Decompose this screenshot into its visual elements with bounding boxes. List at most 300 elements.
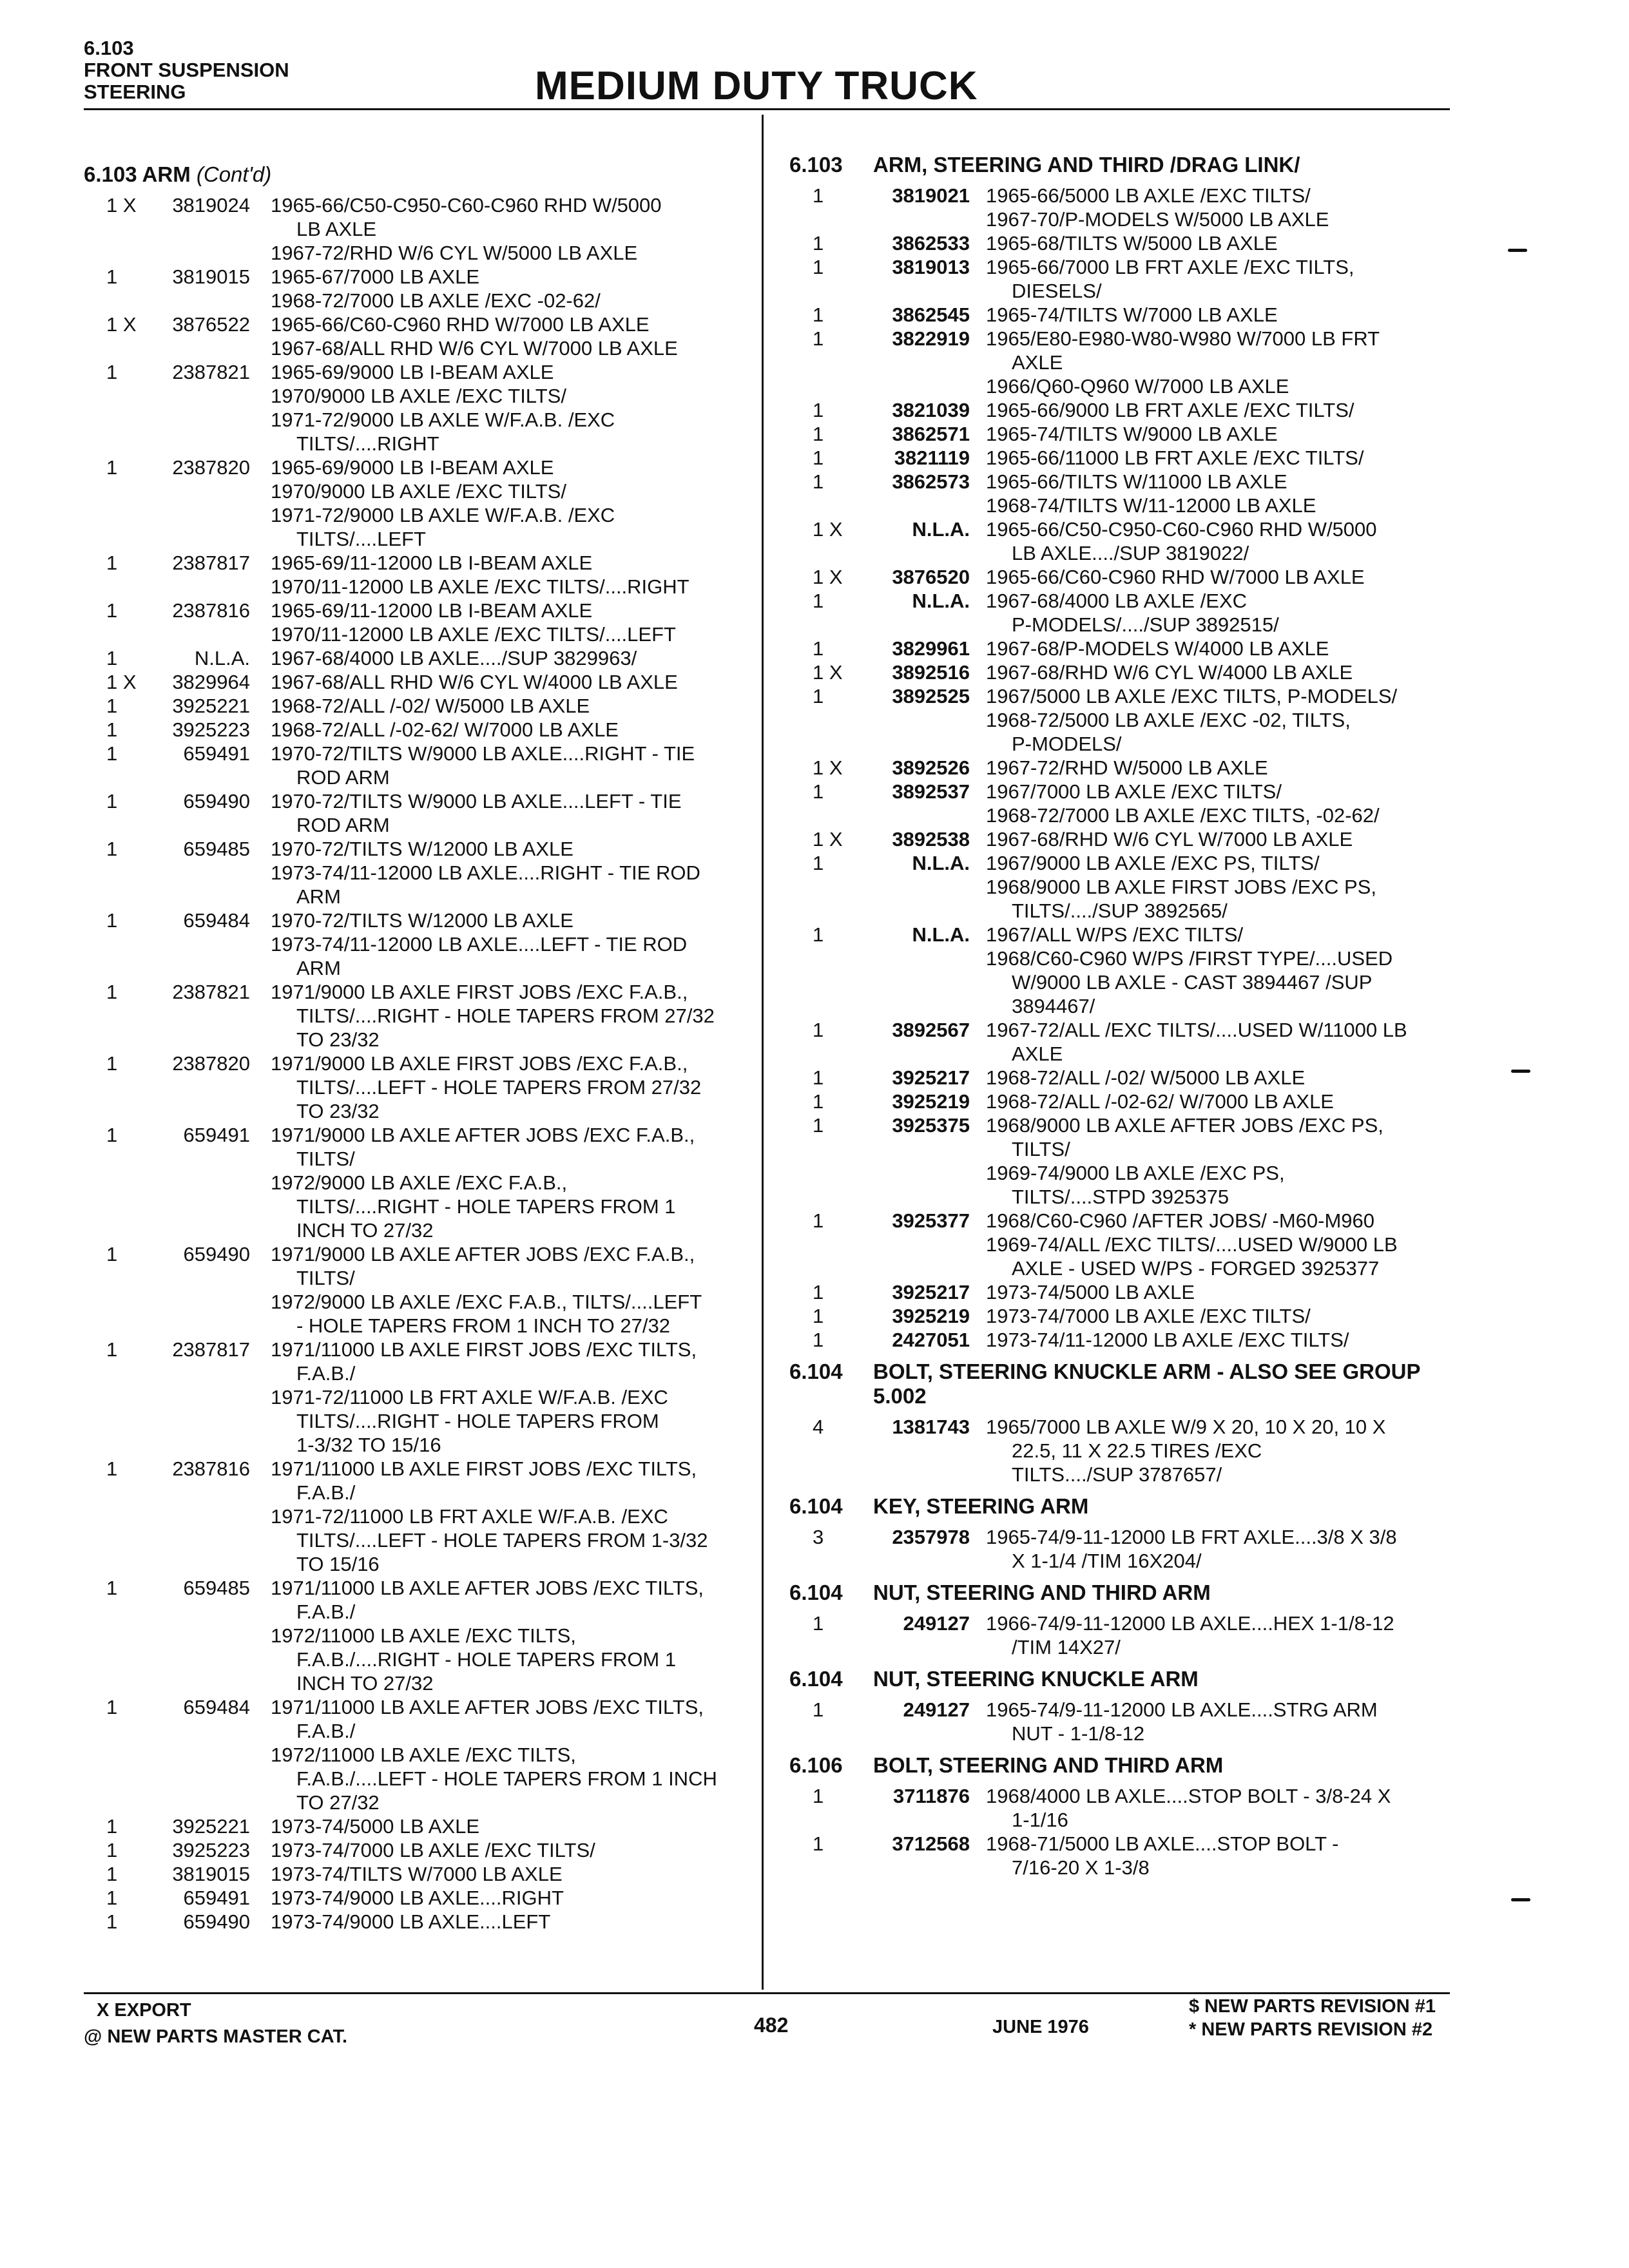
description-line: 1969-74/ALL /EXC TILTS/....USED W/9000 LB (986, 1233, 1398, 1256)
table-row (789, 1328, 1485, 1352)
description-line: 1965-69/9000 LB I-BEAM AXLE (271, 456, 554, 479)
table-row (789, 517, 1485, 565)
description-line: TILTS/ (296, 1267, 355, 1289)
quantity: 1 (813, 1832, 824, 1855)
description-line: NUT - 1-1/8-12 (1012, 1722, 1145, 1745)
part-number: 3892567 (892, 1019, 970, 1041)
part-number: N.L.A. (912, 590, 970, 612)
description-line: F.A.B./ (296, 1362, 356, 1385)
application-description (986, 780, 1485, 827)
application-description (986, 184, 1485, 231)
quantity: 1 (813, 1019, 824, 1041)
description-line: INCH TO 27/32 (296, 1672, 434, 1695)
description-line: DIESELS/ (1012, 280, 1102, 302)
description-line: P-MODELS/ (1012, 733, 1122, 755)
description-line: TILTS/ (1012, 1138, 1070, 1160)
section-heading-title: ARM, STEERING AND THIRD /DRAG LINK/ (873, 153, 1300, 177)
description-line: TILTS/....RIGHT - HOLE TAPERS FROM (296, 1410, 659, 1432)
quantity: 1 X (813, 661, 843, 684)
description-line: 1968-72/5000 LB AXLE /EXC -02, TILTS, (986, 709, 1351, 731)
application-description (986, 1209, 1485, 1280)
part-number: 2387816 (172, 599, 250, 622)
section-heading-title: NUT, STEERING KNUCKLE ARM (873, 1667, 1199, 1691)
description-line: 1970/11-12000 LB AXLE /EXC TILTS/....RIGHT (271, 575, 689, 598)
part-number: 3925223 (172, 718, 250, 741)
application-description (271, 265, 754, 312)
table-row (789, 1018, 1485, 1066)
part-number: 3862533 (892, 232, 970, 255)
quantity: 1 (106, 1457, 118, 1480)
description-line: 1965-74/9-11-12000 LB AXLE....STRG ARM (986, 1698, 1378, 1721)
part-number: 659484 (183, 909, 250, 932)
table-row (789, 422, 1485, 446)
description-line: 1967-68/ALL RHD W/6 CYL W/4000 LB AXLE (271, 671, 678, 693)
description-line: TILTS/....STPD 3925375 (1012, 1186, 1229, 1208)
section-number: 6.103 (84, 37, 134, 59)
quantity: 1 (813, 470, 824, 493)
description-line: 1971-72/11000 LB FRT AXLE W/F.A.B. /EXC (271, 1505, 668, 1528)
table-row (789, 1209, 1485, 1280)
application-description (271, 599, 754, 646)
part-number: 3892526 (892, 756, 970, 779)
table-row (84, 1123, 754, 1242)
quantity: 1 (813, 852, 824, 874)
application-description (271, 1862, 754, 1886)
quantity: 1 (106, 1815, 118, 1838)
part-number: 3925217 (892, 1281, 970, 1303)
quantity: 1 (813, 447, 824, 469)
table-row (84, 837, 754, 908)
quantity: 1 (106, 456, 118, 479)
quantity: 1 (106, 790, 118, 812)
description-line: 1968-72/ALL /-02-62/ W/7000 LB AXLE (271, 718, 619, 741)
table-row (789, 1113, 1485, 1209)
section-heading (789, 1494, 1485, 1519)
description-line: 1972/11000 LB AXLE /EXC TILTS, (271, 1744, 576, 1766)
part-number: 3711876 (893, 1785, 970, 1807)
part-number: 2387821 (172, 981, 250, 1003)
application-description (271, 1123, 754, 1242)
description-line: 1971/11000 LB AXLE FIRST JOBS /EXC TILTS, (271, 1338, 697, 1361)
part-number: 3876520 (892, 566, 970, 588)
description-line: TO 15/16 (296, 1553, 380, 1575)
table-row (84, 789, 754, 837)
quantity: 1 (106, 981, 118, 1003)
application-description (271, 1457, 754, 1576)
quantity: 1 (813, 1305, 824, 1327)
description-line: 1965-66/5000 LB AXLE /EXC TILTS/ (986, 184, 1311, 207)
description-line: 1967-72/RHD W/6 CYL W/5000 LB AXLE (271, 242, 638, 264)
description-line: TILTS..../SUP 3787657/ (1012, 1463, 1222, 1486)
description-line: 1968-72/ALL /-02/ W/5000 LB AXLE (986, 1066, 1306, 1089)
description-line: 1967-68/4000 LB AXLE..../SUP 3829963/ (271, 647, 637, 669)
table-row (789, 565, 1485, 589)
table-row (84, 1886, 754, 1910)
description-line: 1967-68/P-MODELS W/4000 LB AXLE (986, 637, 1329, 660)
description-line: 1965-67/7000 LB AXLE (271, 265, 480, 288)
description-line: 3894467/ (1012, 995, 1095, 1017)
section-heading-title: BOLT, STEERING KNUCKLE ARM - ALSO SEE GROUP 5.002 (873, 1360, 1420, 1408)
description-line: 1965-68/TILTS W/5000 LB AXLE (986, 232, 1278, 255)
quantity: 1 (813, 399, 824, 421)
section-heading-title: KEY, STEERING ARM (873, 1494, 1089, 1518)
quantity: 1 (106, 1910, 118, 1933)
application-description (271, 1052, 754, 1123)
part-number: 2427051 (892, 1329, 970, 1351)
part-number: 249127 (903, 1612, 970, 1635)
description-line: 1965-66/7000 LB FRT AXLE /EXC TILTS, (986, 256, 1354, 278)
part-number: 3829961 (892, 637, 970, 660)
section-heading-number: 6.103 (84, 162, 137, 186)
application-description (986, 1304, 1485, 1328)
description-line: 1971-72/11000 LB FRT AXLE W/F.A.B. /EXC (271, 1386, 668, 1408)
part-number: 2387817 (172, 1338, 250, 1361)
description-line: 1971/11000 LB AXLE FIRST JOBS /EXC TILTS, (271, 1457, 697, 1480)
description-line: 1965-66/C50-C950-C60-C960 RHD W/5000 (986, 518, 1377, 541)
table-row (789, 637, 1485, 660)
part-number: 659490 (183, 790, 250, 812)
description-line: 1973-74/5000 LB AXLE (271, 1815, 480, 1838)
part-number: 3925219 (892, 1090, 970, 1113)
table-row (84, 742, 754, 789)
quantity: 1 (813, 1698, 824, 1721)
application-description (986, 1698, 1485, 1745)
application-description (986, 303, 1485, 327)
quantity: 1 (106, 695, 118, 717)
part-number: 3819015 (172, 265, 250, 288)
part-number: 3925223 (172, 1839, 250, 1861)
description-line: 1973-74/9000 LB AXLE....LEFT (271, 1910, 551, 1933)
description-line: 1970-72/TILTS W/9000 LB AXLE....RIGHT - TIE (271, 742, 695, 765)
quantity: 1 (106, 1839, 118, 1861)
application-description (986, 637, 1485, 660)
description-line: TILTS/....RIGHT - HOLE TAPERS FROM 27/32 (296, 1004, 715, 1027)
table-row (84, 646, 754, 670)
quantity: 1 X (106, 671, 137, 693)
description-line: 1969-74/9000 LB AXLE /EXC PS, (986, 1162, 1285, 1184)
table-row (84, 980, 754, 1052)
description-line: 1965-69/9000 LB I-BEAM AXLE (271, 361, 554, 383)
description-line: X 1-1/4 /TIM 16X204/ (1012, 1550, 1202, 1572)
table-row (84, 1338, 754, 1457)
part-number: 3925221 (172, 1815, 250, 1838)
table-row (84, 312, 754, 360)
application-description (271, 312, 754, 360)
table-row (789, 255, 1485, 303)
description-line: 1968/9000 LB AXLE AFTER JOBS /EXC PS, (986, 1114, 1383, 1137)
quantity: 1 (106, 1124, 118, 1146)
quantity: 1 (813, 232, 824, 255)
quantity: 1 X (813, 756, 843, 779)
description-line: 1965-74/TILTS W/7000 LB AXLE (986, 303, 1278, 326)
description-line: 1967-70/P-MODELS W/5000 LB AXLE (986, 208, 1329, 231)
description-line: 1965-66/TILTS W/11000 LB AXLE (986, 470, 1287, 493)
description-line: 1968-74/TILTS W/11-12000 LB AXLE (986, 494, 1316, 517)
application-description (271, 1576, 754, 1695)
table-row (84, 1910, 754, 1934)
description-line: 1965-66/9000 LB FRT AXLE /EXC TILTS/ (986, 399, 1354, 421)
description-line: 1971-72/9000 LB AXLE W/F.A.B. /EXC (271, 408, 615, 431)
description-line: 1968-72/7000 LB AXLE /EXC TILTS, -02-62/ (986, 804, 1380, 827)
table-row (84, 1862, 754, 1886)
part-number: 3819021 (892, 184, 970, 207)
table-row (789, 1280, 1485, 1304)
description-line: ROD ARM (296, 766, 390, 789)
application-description (271, 646, 754, 670)
description-line: 1965-66/11000 LB FRT AXLE /EXC TILTS/ (986, 447, 1364, 469)
table-row (84, 694, 754, 718)
revision-legend-1: $ NEW PARTS REVISION #1 (1189, 1996, 1436, 2017)
application-description (271, 980, 754, 1052)
quantity: 1 X (813, 566, 843, 588)
description-line: TILTS/....RIGHT (296, 432, 439, 455)
application-description (986, 1090, 1485, 1113)
part-number: 2387817 (172, 552, 250, 574)
part-number: 2387820 (172, 456, 250, 479)
application-description (986, 1328, 1485, 1352)
description-line: 1967-72/RHD W/5000 LB AXLE (986, 756, 1268, 779)
part-number: 3925219 (892, 1305, 970, 1327)
part-number: N.L.A. (912, 518, 970, 541)
quantity: 1 X (813, 828, 843, 850)
part-number: 2387820 (172, 1052, 250, 1075)
table-row (84, 265, 754, 312)
table-row (789, 827, 1485, 851)
application-description (986, 1066, 1485, 1090)
part-number: 659491 (183, 1887, 250, 1909)
revision-mark (1511, 1898, 1530, 1901)
table-row (789, 1090, 1485, 1113)
description-line: /TIM 14X27/ (1012, 1636, 1121, 1658)
description-line: ARM (296, 957, 341, 979)
application-description (271, 718, 754, 742)
quantity: 1 (813, 1612, 824, 1635)
application-description (271, 1695, 754, 1814)
part-number: 659484 (183, 1696, 250, 1718)
description-line: 7/16-20 X 1-3/8 (1012, 1856, 1150, 1879)
description-line: 1967-68/RHD W/6 CYL W/7000 LB AXLE (986, 828, 1353, 850)
description-line: 1965/7000 LB AXLE W/9 X 20, 10 X 20, 10 X (986, 1416, 1386, 1438)
description-line: 1970-72/TILTS W/12000 LB AXLE (271, 909, 574, 932)
description-line: 1973-74/5000 LB AXLE (986, 1281, 1195, 1303)
application-description (986, 827, 1485, 851)
subgroup-name: STEERING (84, 81, 186, 103)
description-line: 1968-72/ALL /-02/ W/5000 LB AXLE (271, 695, 590, 717)
table-row (789, 1611, 1485, 1659)
application-description (986, 684, 1485, 756)
revision-mark (1508, 249, 1527, 252)
description-line: 1970/9000 LB AXLE /EXC TILTS/ (271, 480, 566, 503)
quantity: 1 (106, 718, 118, 741)
application-description (986, 756, 1485, 780)
application-description (271, 1886, 754, 1910)
section-header (84, 37, 289, 103)
description-line: 1971/11000 LB AXLE AFTER JOBS /EXC TILTS, (271, 1696, 704, 1718)
table-row (789, 470, 1485, 517)
description-line: INCH TO 27/32 (296, 1219, 434, 1242)
part-number: 3819015 (172, 1863, 250, 1885)
table-row (84, 1052, 754, 1123)
description-line: 1973-74/7000 LB AXLE /EXC TILTS/ (986, 1305, 1311, 1327)
header-divider (84, 108, 1450, 110)
part-number: 3876522 (172, 313, 250, 336)
application-description (986, 1611, 1485, 1659)
description-line: 1967-68/ALL RHD W/6 CYL W/7000 LB AXLE (271, 337, 678, 360)
description-line: 1973-74/11-12000 LB AXLE....LEFT - TIE ROD (271, 933, 688, 956)
table-row (84, 551, 754, 599)
quantity: 1 (813, 685, 824, 707)
section-heading-title: NUT, STEERING AND THIRD ARM (873, 1581, 1211, 1604)
description-line: 1965-69/11-12000 LB I-BEAM AXLE (271, 599, 593, 622)
part-number: 3712568 (892, 1832, 970, 1855)
revision-legend-2: * NEW PARTS REVISION #2 (1189, 2019, 1433, 2040)
section-heading-number: 6.104 (789, 1667, 843, 1691)
quantity: 4 (813, 1416, 824, 1438)
description-line: LB AXLE..../SUP 3819022/ (1012, 542, 1249, 564)
description-line: F.A.B./....LEFT - HOLE TAPERS FROM 1 INCH (296, 1767, 717, 1790)
application-description (986, 1018, 1485, 1066)
quantity: 1 (106, 838, 118, 860)
part-number: 3925375 (892, 1114, 970, 1137)
part-number: 659491 (183, 742, 250, 765)
description-line: 1968/C60-C960 /AFTER JOBS/ -M60-M960 (986, 1209, 1375, 1232)
description-line: 1966/Q60-Q960 W/7000 LB AXLE (986, 375, 1289, 398)
quantity: 1 (813, 327, 824, 350)
part-number: 3892516 (892, 661, 970, 684)
description-line: 1971/9000 LB AXLE FIRST JOBS /EXC F.A.B., (271, 1052, 688, 1075)
part-number: 3862573 (892, 470, 970, 493)
description-line: 1965-69/11-12000 LB I-BEAM AXLE (271, 552, 593, 574)
table-row (84, 456, 754, 551)
part-number: N.L.A. (912, 852, 970, 874)
part-number: 3892537 (892, 780, 970, 803)
application-description (986, 1280, 1485, 1304)
application-description (986, 446, 1485, 470)
table-row (789, 231, 1485, 255)
section-heading-number: 6.104 (789, 1494, 843, 1518)
description-line: ARM (296, 885, 341, 908)
description-line: 1965-66/C60-C960 RHD W/7000 LB AXLE (986, 566, 1365, 588)
description-line: F.A.B./....RIGHT - HOLE TAPERS FROM 1 (296, 1648, 677, 1671)
description-line: 1968-72/7000 LB AXLE /EXC -02-62/ (271, 289, 601, 312)
table-row (789, 1832, 1485, 1879)
quantity: 1 (813, 1281, 824, 1303)
application-description (271, 193, 754, 265)
description-line: TO 23/32 (296, 1100, 380, 1122)
part-number: 3829964 (172, 671, 250, 693)
part-number: 3821119 (894, 447, 970, 469)
part-number: 1381743 (892, 1416, 970, 1438)
quantity: 1 (813, 637, 824, 660)
quantity: 1 (106, 1887, 118, 1909)
table-row (789, 684, 1485, 756)
table-row (789, 780, 1485, 827)
description-line: 1971/9000 LB AXLE AFTER JOBS /EXC F.A.B., (271, 1243, 695, 1265)
section-heading (789, 1753, 1485, 1778)
description-line: 1970/9000 LB AXLE /EXC TILTS/ (271, 385, 566, 407)
description-line: TILTS/ (296, 1148, 355, 1170)
table-row (84, 908, 754, 980)
description-line: 1973-74/7000 LB AXLE /EXC TILTS/ (271, 1839, 595, 1861)
part-number: 659485 (183, 838, 250, 860)
application-description (271, 1910, 754, 1934)
description-line: 1965-74/9-11-12000 LB FRT AXLE....3/8 X 3/8 (986, 1526, 1397, 1548)
application-description (986, 1832, 1485, 1879)
part-number: 3892538 (892, 828, 970, 850)
part-number: 659490 (183, 1910, 250, 1933)
quantity: 1 (106, 1696, 118, 1718)
application-description (986, 470, 1485, 517)
part-number: 249127 (903, 1698, 970, 1721)
description-line: 1971-72/9000 LB AXLE W/F.A.B. /EXC (271, 504, 615, 526)
quantity: 1 (106, 742, 118, 765)
table-row (789, 398, 1485, 422)
description-line: AXLE (1012, 1043, 1063, 1065)
left-column (84, 162, 754, 1934)
table-row (84, 670, 754, 694)
description-line: 1972/11000 LB AXLE /EXC TILTS, (271, 1624, 576, 1647)
table-row (789, 756, 1485, 780)
description-line: TO 23/32 (296, 1028, 380, 1051)
description-line: 1-1/16 (1012, 1809, 1068, 1831)
section-heading-title: ARM (142, 162, 191, 186)
description-line: 1967/ALL W/PS /EXC TILTS/ (986, 923, 1244, 946)
description-line: 1967-72/ALL /EXC TILTS/....USED W/11000 LB (986, 1019, 1407, 1041)
table-row (84, 360, 754, 456)
section-heading (789, 1667, 1485, 1691)
description-line: 1973-74/TILTS W/7000 LB AXLE (271, 1863, 563, 1885)
description-line: 1965-74/TILTS W/9000 LB AXLE (986, 423, 1278, 445)
description-line: F.A.B./ (296, 1600, 356, 1623)
application-description (271, 360, 754, 456)
description-line: TILTS/....RIGHT - HOLE TAPERS FROM 1 (296, 1195, 676, 1218)
table-row (789, 851, 1485, 923)
description-line: F.A.B./ (296, 1481, 356, 1504)
description-line: 1970/11-12000 LB AXLE /EXC TILTS/....LEFT (271, 623, 676, 646)
quantity: 1 X (813, 518, 843, 541)
footer-divider (84, 1992, 1450, 1994)
quantity: 1 (813, 256, 824, 278)
description-line: 1971/11000 LB AXLE AFTER JOBS /EXC TILTS, (271, 1577, 704, 1599)
part-number: 3925377 (892, 1209, 970, 1232)
application-description (271, 837, 754, 908)
application-description (271, 1838, 754, 1862)
description-line: 1973-74/11-12000 LB AXLE /EXC TILTS/ (986, 1329, 1349, 1351)
table-row (84, 1814, 754, 1838)
application-description (986, 589, 1485, 637)
application-description (271, 742, 754, 789)
table-row (789, 1304, 1485, 1328)
quantity: 1 (106, 1243, 118, 1265)
application-description (271, 1242, 754, 1338)
quantity: 3 (813, 1526, 824, 1548)
description-line: F.A.B./ (296, 1720, 356, 1742)
application-description (271, 789, 754, 837)
application-description (271, 1814, 754, 1838)
section-heading-number: 6.103 (789, 153, 843, 177)
description-line: TO 27/32 (296, 1791, 380, 1814)
application-description (986, 565, 1485, 589)
description-line: P-MODELS/..../SUP 3892515/ (1012, 613, 1279, 636)
application-description (271, 1338, 754, 1457)
table-row (789, 1698, 1485, 1745)
application-description (271, 908, 754, 980)
parts-sections (789, 153, 1485, 1879)
section-heading-number: 6.106 (789, 1753, 843, 1777)
description-line: ROD ARM (296, 814, 390, 836)
part-number: 2357978 (892, 1526, 970, 1548)
table-row (789, 184, 1485, 231)
